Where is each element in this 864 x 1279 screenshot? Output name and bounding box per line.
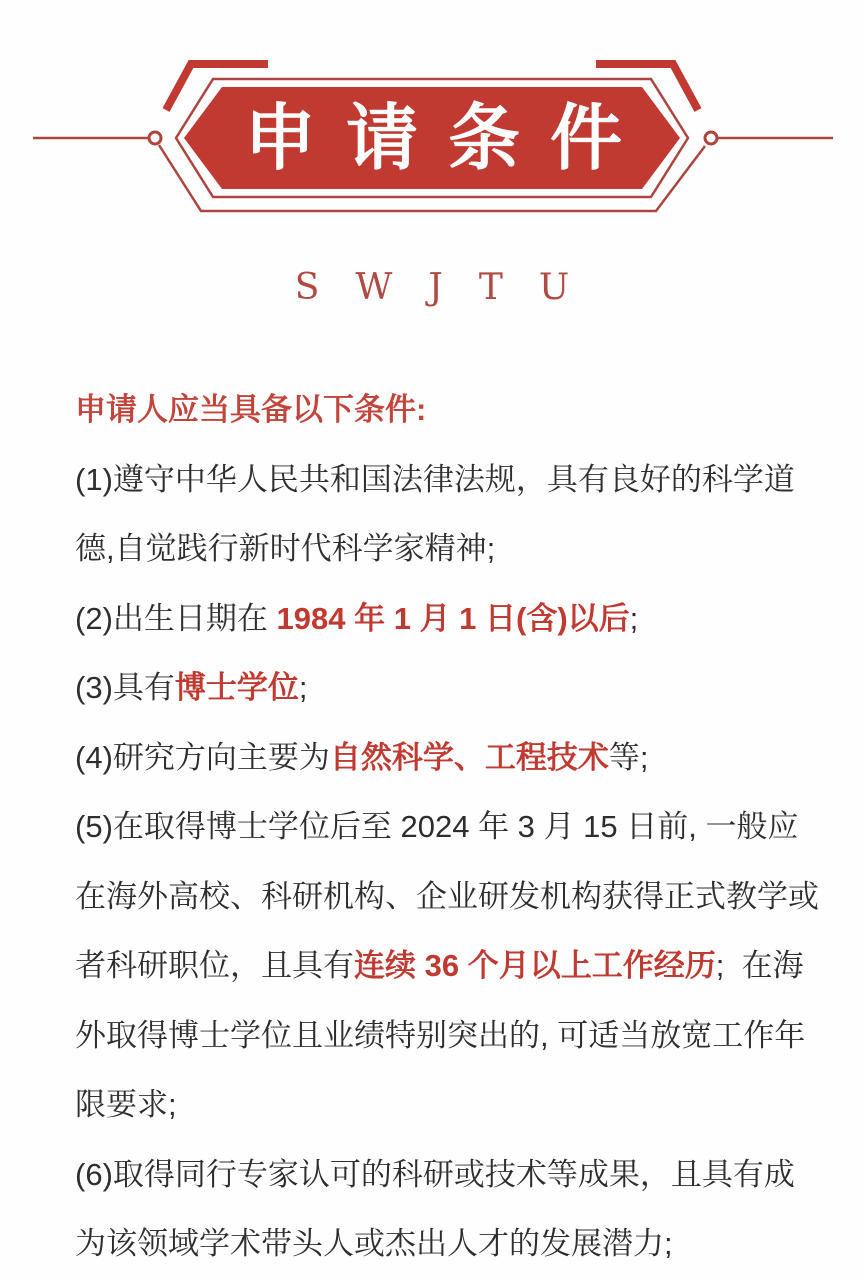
left-node-icon — [149, 132, 161, 144]
body-text-segment: ; 在海 — [715, 948, 804, 983]
subtitle-swjtu: SWJTU — [294, 267, 606, 308]
text-line — [75, 584, 808, 654]
banner — [0, 0, 864, 230]
body-text-segment: (5)在取得博士学位后至 2024 年 3 月 15 日前, 一般应 — [75, 809, 799, 844]
text-line — [75, 723, 808, 793]
highlight-text: 博士学位 — [174, 670, 299, 705]
highlight-text: 自然科学、工程技术 — [329, 739, 609, 775]
body-text-segment: 等; — [608, 739, 649, 775]
body-text-segment: 为该领域学术带头人或杰出人才的发展潜力; — [75, 1226, 673, 1261]
body-text-segment: (4)研究方向主要为 — [75, 739, 330, 775]
body-text-segment: (3)具有 — [75, 670, 175, 705]
body-text-segment: 德,自觉践行新时代科学家精神; — [75, 531, 496, 566]
banner-title: 申请条件 — [243, 95, 653, 180]
text-line — [75, 931, 808, 1001]
text-line — [75, 1140, 808, 1210]
text-line — [75, 792, 808, 862]
body-text-segment: ; — [629, 600, 639, 636]
text-line — [75, 1070, 808, 1140]
text-line — [75, 514, 808, 584]
text-line — [75, 1209, 808, 1279]
right-node-icon — [705, 132, 717, 144]
body-text-segment: 在海外高校、科研机构、企业研发机构获得正式教学或 — [75, 878, 819, 914]
section-heading: 申请人应当具备以下条件: — [75, 392, 427, 427]
text-line — [75, 653, 808, 723]
highlight-text: 连续 36 个月以上工作经历 — [354, 948, 716, 983]
body-text-segment: ; — [298, 670, 308, 705]
body-text-segment: 限要求; — [75, 1087, 177, 1122]
highlight-text: 1984 年 1 月 1 日(含)以后 — [276, 600, 630, 636]
text-line — [75, 445, 808, 515]
text-line — [75, 1001, 808, 1071]
body-text-segment: 外取得博士学位且业绩特别突出的, 可适当放宽工作年 — [75, 1017, 806, 1053]
body-text-segment: (1)遵守中华人民共和国法律法规，具有良好的科学道 — [75, 461, 795, 497]
text-line — [75, 862, 819, 932]
body-text — [75, 375, 819, 1279]
body-text-segment: 者科研职位，且具有 — [75, 948, 354, 983]
body-text-segment: (6)取得同行专家认可的科研或技术等成果，且具有成 — [75, 1156, 795, 1192]
body-text-segment: (2)出生日期在 — [75, 600, 277, 636]
